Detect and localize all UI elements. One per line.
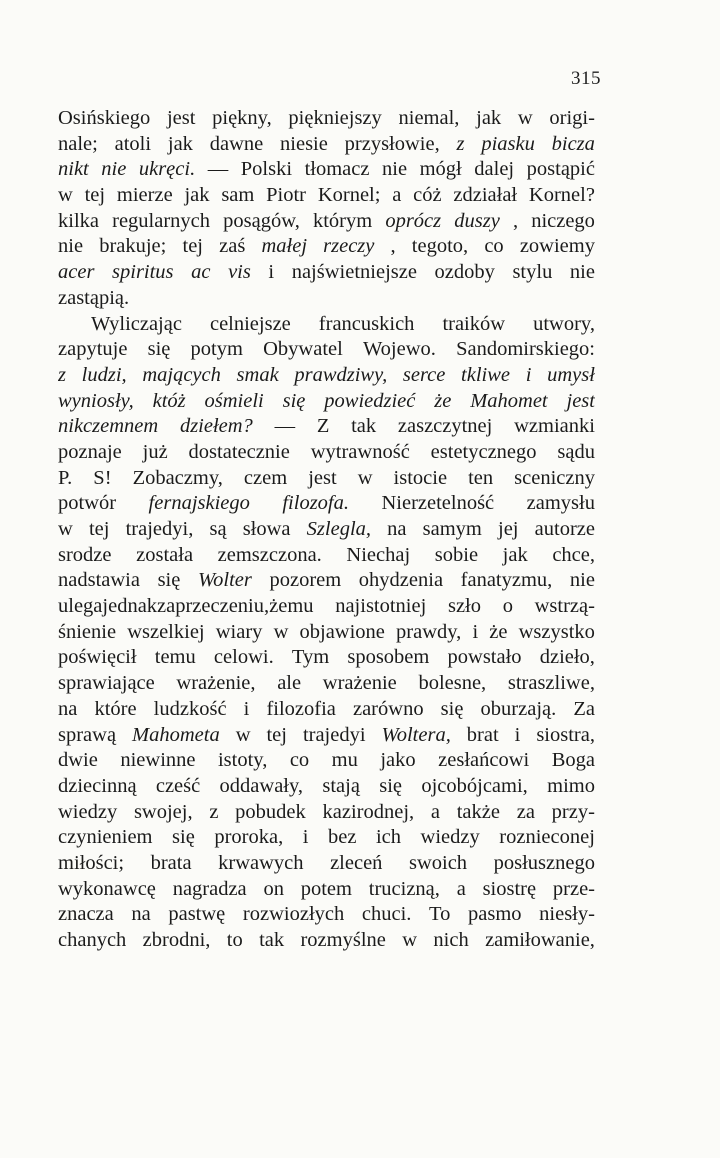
text-line: śnienie wszelkiej wiary w objawione prawdy, i że wszystko	[58, 620, 595, 643]
text-line: Wyliczając celniejsze francuskich traików utwory,	[91, 312, 595, 335]
text-line: Osińskiego jest piękny, piękniejszy niemal, jak w origi-	[58, 107, 595, 129]
text-line: ulegajednakzaprzeczeniu,żemu najistotniej szło o wstrzą-	[58, 595, 595, 618]
text-line: poznaje już dostatecznie wytrawność estetycznego sądu	[58, 440, 595, 463]
text-line: chanych zbrodni, to tak rozmyślne w nich zamiłowanie,	[58, 929, 595, 951]
text-line: sprawą Mahometa w tej trajedyi Woltera, brat i siostra,	[58, 723, 595, 746]
text-line: dziecinną cześć oddawały, stają się ojcobójcami, mimo	[58, 774, 595, 797]
text-line: dwie niewinne istoty, co mu jako zesłańcowi Boga	[58, 749, 595, 772]
text-line: w tej mierze jak sam Piotr Kornel; a cóż zdziałał Kornel?	[58, 184, 595, 207]
text-line: wyniosły, któż ośmieli się powiedzieć że Mahomet jest	[58, 389, 595, 412]
text-line: z ludzi, mających smak prawdziwy, serce tkliwe i umysł	[58, 363, 595, 386]
text-line: srodze została zemszczona. Niechaj sobie jak chce,	[58, 543, 595, 566]
text-line: nikczemnem dziełem? — Z tak zaszczytnej wzmianki	[58, 415, 595, 438]
text-line: P. S! Zobaczmy, czem jest w istocie ten sceniczny	[58, 466, 595, 489]
text-line: w tej trajedyi, są słowa Szlegla, na samym jej autorze	[58, 518, 595, 540]
text-line: sprawiające wrażenie, ale wrażenie bolesne, straszliwe,	[58, 672, 595, 695]
text-line: znacza na pastwę rozwiozłych chuci. To pasmo niesły-	[58, 903, 595, 926]
text-line: nale; atoli jak dawne niesie przysłowie, z piasku bicza	[58, 132, 595, 155]
text-line: poświęcił temu celowi. Tym sposobem powstało dzieło,	[58, 646, 595, 669]
text-line: nadstawia się Wolter pozorem ohydzenia fanatyzmu, nie	[58, 569, 595, 592]
text-line: wykonawcę nagradza on potem trucizną, a siostrę prze-	[58, 877, 595, 900]
text-line: zastąpią.	[58, 286, 130, 309]
text-line: kilka regularnych posągów, którym oprócz duszy , niczego	[58, 209, 595, 232]
page-number: 315	[571, 68, 601, 89]
text-line: wiedzy swojej, z pobudek kazirodnej, a także za przy-	[58, 800, 595, 823]
text-line: potwór fernajskiego filozofa. Nierzetelność zamysłu	[58, 492, 595, 515]
text-line: miłości; brata krwawych zleceń swoich posłusznego	[58, 851, 595, 874]
body-text	[58, 106, 595, 954]
text-line: zapytuje się potym Obywatel Wojewo. Sandomirskiego:	[58, 338, 595, 361]
text-line: czynieniem się proroka, i bez ich wiedzy roznieconej	[58, 826, 595, 849]
text-line: nikt nie ukręci. — Polski tłomacz nie mógł dalej postąpić	[58, 158, 595, 181]
text-line: nie brakuje; tej zaś małej rzeczy , tegoto, co zowiemy	[58, 235, 595, 258]
text-line: acer spiritus ac vis i najświetniejsze ozdoby stylu nie	[58, 261, 595, 284]
text-line: na które ludzkość i filozofia zarówno się oburzają. Za	[58, 697, 595, 720]
